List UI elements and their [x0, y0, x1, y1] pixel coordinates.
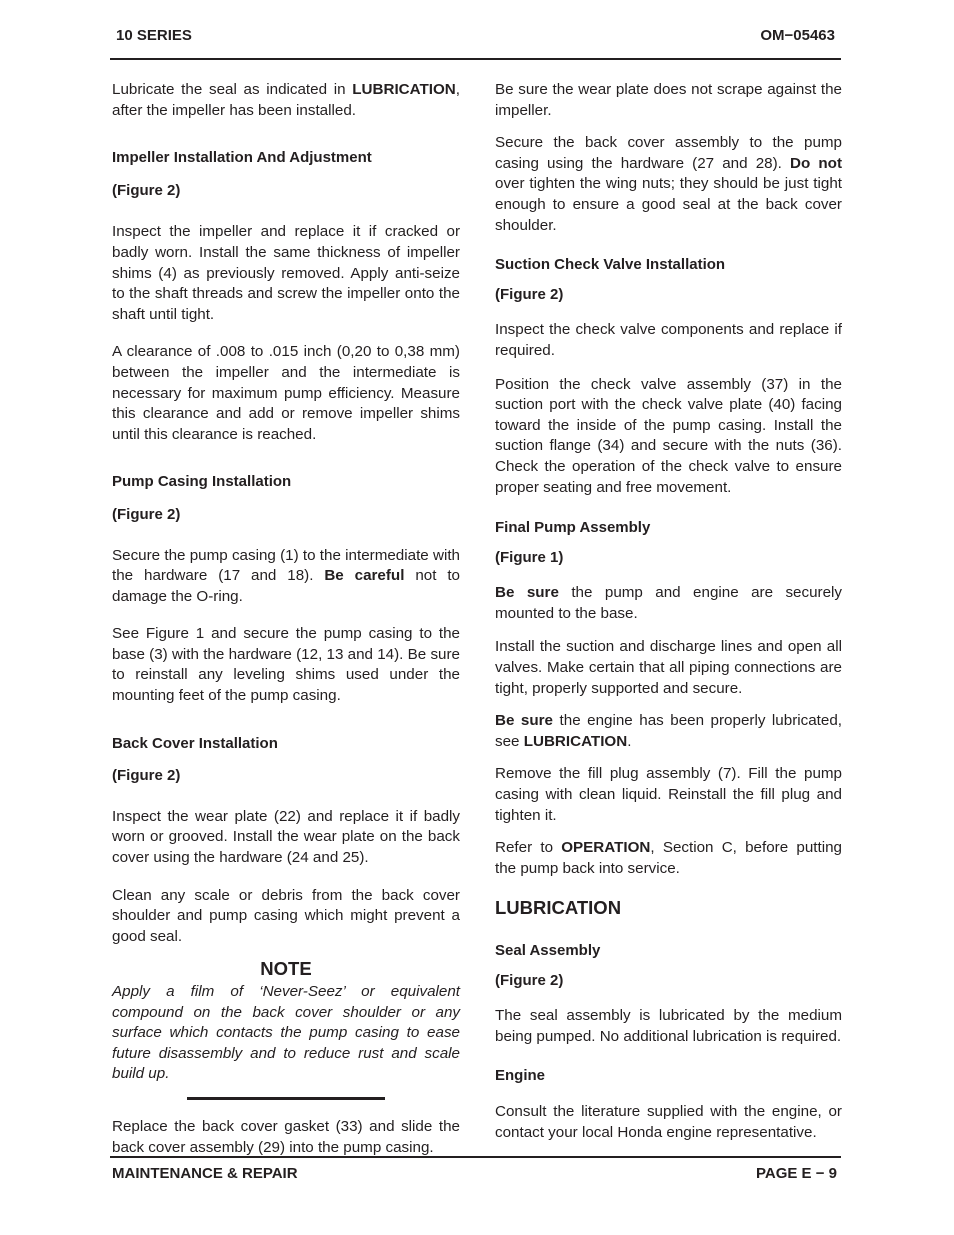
note-divider [187, 1097, 385, 1100]
back-cover-heading: Back Cover Installation [112, 734, 278, 752]
engine-heading: Engine [495, 1067, 546, 1085]
impeller-heading: Impeller Installation And Adjustment [112, 149, 372, 167]
check-valve-heading: Suction Check Valve Installation [495, 256, 726, 274]
back-cover-secure-paragraph: Secure the back cover assembly to the pump casing using the hardware (27 and 28). Do not over tighten the wing nuts; they should be just tight enough to ensure a good seal at the back cover shoulder. [495, 134, 843, 234]
final-paragraph-4: Remove the fill plug assembly (7). Fill the pump casing with clean liquid. Reinstall the fill plug and tighten it. [495, 765, 842, 824]
footer-right: PAGE E − 9 [755, 1165, 837, 1182]
casing-paragraph-1: Secure the pump casing (1) to the intermediate with the hardware (17 and 18). Be careful not to damage the O-ring. [112, 546, 460, 605]
final-paragraph-3: Be sure the engine has been properly lubricated, see LUBRICATION. [495, 712, 842, 750]
final-assembly-heading: Final Pump Assembly [495, 519, 651, 537]
final-paragraph-1: Be sure the pump and engine are securely mounted to the base. [495, 584, 842, 622]
casing-figure-ref: (Figure 2) [112, 505, 181, 523]
final-assembly-figure-ref: (Figure 1) [495, 548, 564, 566]
header-right: OM−05463 [760, 27, 835, 44]
seal-assembly-heading: Seal Assembly [495, 942, 601, 959]
casing-heading: Pump Casing Installation [112, 473, 292, 491]
wear-plate-paragraph: Be sure the wear plate does not scrape against the impeller. [495, 81, 842, 119]
back-cover-paragraph-3: Replace the back cover gasket (33) and slide the back cover assembly (29) into the pump casing. [112, 1117, 460, 1156]
right-column [495, 80, 842, 1143]
seal-assembly-paragraph: The seal assembly is lubricated by the medium being pumped. No additional lubrication is required. [495, 1007, 842, 1045]
header-rule [110, 58, 841, 60]
header-left: 10 SERIES [116, 27, 192, 44]
impeller-figure-ref: (Figure 2) [112, 181, 181, 199]
check-valve-paragraph-2: Position the check valve assembly (37) in the suction port with the check valve plate (40) facing toward the inside of the pump casing. Install the suction flange (34) and secure with the nuts (36). Check the operation of the check valve to ensure proper seating and free movement. [495, 375, 842, 496]
intro-paragraph: Lubricate the seal as indicated in LUBRICATION, after the impeller has been installed. [112, 81, 460, 119]
footer-left: MAINTENANCE & REPAIR [112, 1165, 298, 1182]
casing-paragraph-2: See Figure 1 and secure the pump casing to the base (3) with the hardware (12, 13 and 14). Be sure to reinstall any leveling shims used under the mounting feet of the pump casing. [112, 625, 460, 705]
check-valve-paragraph-1: Inspect the check valve components and replace if required. [495, 321, 842, 359]
final-paragraph-5: Refer to OPERATION, Section C, before putting the pump back into service. [495, 839, 842, 877]
lubrication-heading: LUBRICATION [495, 897, 622, 919]
back-cover-figure-ref: (Figure 2) [112, 767, 181, 785]
impeller-paragraph-2: A clearance of .008 to .015 inch (0,20 to 0,38 mm) between the impeller and the intermediate is necessary for maximum pump efficiency. Measure this clearance and add or remove impeller shims until this clearance is reached. [112, 343, 460, 443]
footer-rule [110, 1156, 841, 1158]
check-valve-figure-ref: (Figure 2) [495, 285, 564, 303]
note-text: Apply a film of ‘Never-Seez’ or equivalent compound on the back cover shoulder or any surface which contacts the pump casing to ease future disassembly and to reduce rust and scale build up. [112, 983, 460, 1083]
final-paragraph-2: Install the suction and discharge lines and open all valves. Make certain that all piping connections are tight, properly supported and secure. [495, 638, 842, 697]
left-column [112, 80, 460, 1158]
back-cover-paragraph-2: Clean any scale or debris from the back cover shoulder and pump casing which might prevent a good seal. [112, 886, 460, 945]
impeller-paragraph-1: Inspect the impeller and replace it if cracked or badly worn. Install the same thickness of impeller shims (4) as previously removed. Apply anti-seize to the shaft threads and screw the impeller onto the shaft until tight. [112, 223, 460, 323]
note-heading: NOTE [260, 958, 312, 980]
engine-paragraph: Consult the literature supplied with the engine, or contact your local Honda engine representative. [495, 1102, 842, 1141]
seal-assembly-figure-ref: (Figure 2) [495, 971, 564, 989]
back-cover-paragraph-1: Inspect the wear plate (22) and replace it if badly worn or grooved. Install the wear plate on the back cover using the hardware (24 and 25). [112, 807, 460, 867]
